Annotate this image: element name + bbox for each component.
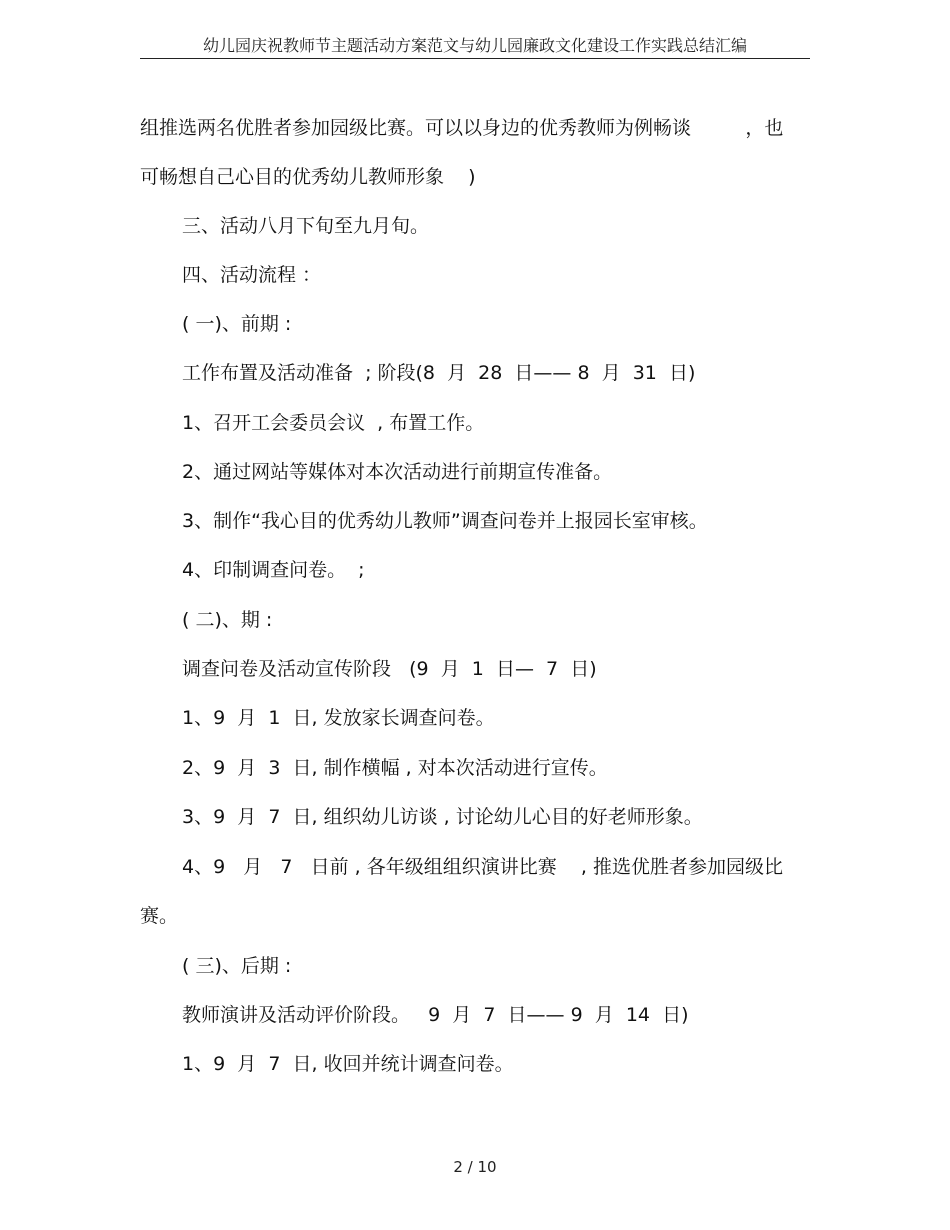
list-item: 3、制作“我心目的优秀幼儿教师”调查问卷并上报园长室审核。 xyxy=(182,510,708,532)
section-heading: 三、活动八月下旬至九月旬。 xyxy=(182,215,430,237)
paragraph-line: 可畅想自己心目的优秀幼儿教师形象 ) xyxy=(140,166,476,188)
page-header: 幼儿园庆祝教师节主题活动方案范文与幼儿园廉政文化建设工作实践总结汇编 xyxy=(140,36,810,59)
paragraph-line: 组推选两名优胜者参加园级比赛。可以以身边的优秀教师为例畅谈 ，也 xyxy=(140,117,784,139)
list-item: 4、9 月 7 日前 , 各年级组组织演讲比赛 , 推选优胜者参加园级比 xyxy=(182,856,783,878)
list-item: 4、印制调查问卷。 ; xyxy=(182,559,365,581)
list-item: 3、9 月 7 日, 组织幼儿访谈 , 讨论幼儿心目的好老师形象。 xyxy=(182,806,703,828)
paragraph-line: 教师演讲及活动评价阶段。 9 月 7 日—— 9 月 14 日) xyxy=(182,1004,689,1026)
list-item: 2、通过网站等媒体对本次活动进行前期宣传准备。 xyxy=(182,461,613,483)
paragraph-line: 调查问卷及活动宣传阶段 (9 月 1 日— 7 日) xyxy=(182,658,597,680)
paragraph-line: 工作布置及活动准备 ; 阶段(8 月 28 日—— 8 月 31 日) xyxy=(182,362,696,384)
list-item: 1、9 月 1 日, 发放家长调查问卷。 xyxy=(182,707,495,729)
page-number: 2 / 10 xyxy=(453,1158,497,1176)
subsection-heading: ( 一)、前期 : xyxy=(182,313,292,335)
paragraph-line: 赛。 xyxy=(140,905,179,927)
subsection-heading: ( 三)、后期 : xyxy=(182,955,292,977)
list-item: 1、召开工会委员会议 , 布置工作。 xyxy=(182,412,485,434)
section-heading: 四、活动流程 ： xyxy=(182,264,322,286)
list-item: 2、9 月 3 日, 制作横幅 , 对本次活动进行宣传。 xyxy=(182,757,608,779)
subsection-heading: ( 二)、期 : xyxy=(182,609,273,631)
list-item: 1、9 月 7 日, 收回并统计调查问卷。 xyxy=(182,1053,514,1075)
